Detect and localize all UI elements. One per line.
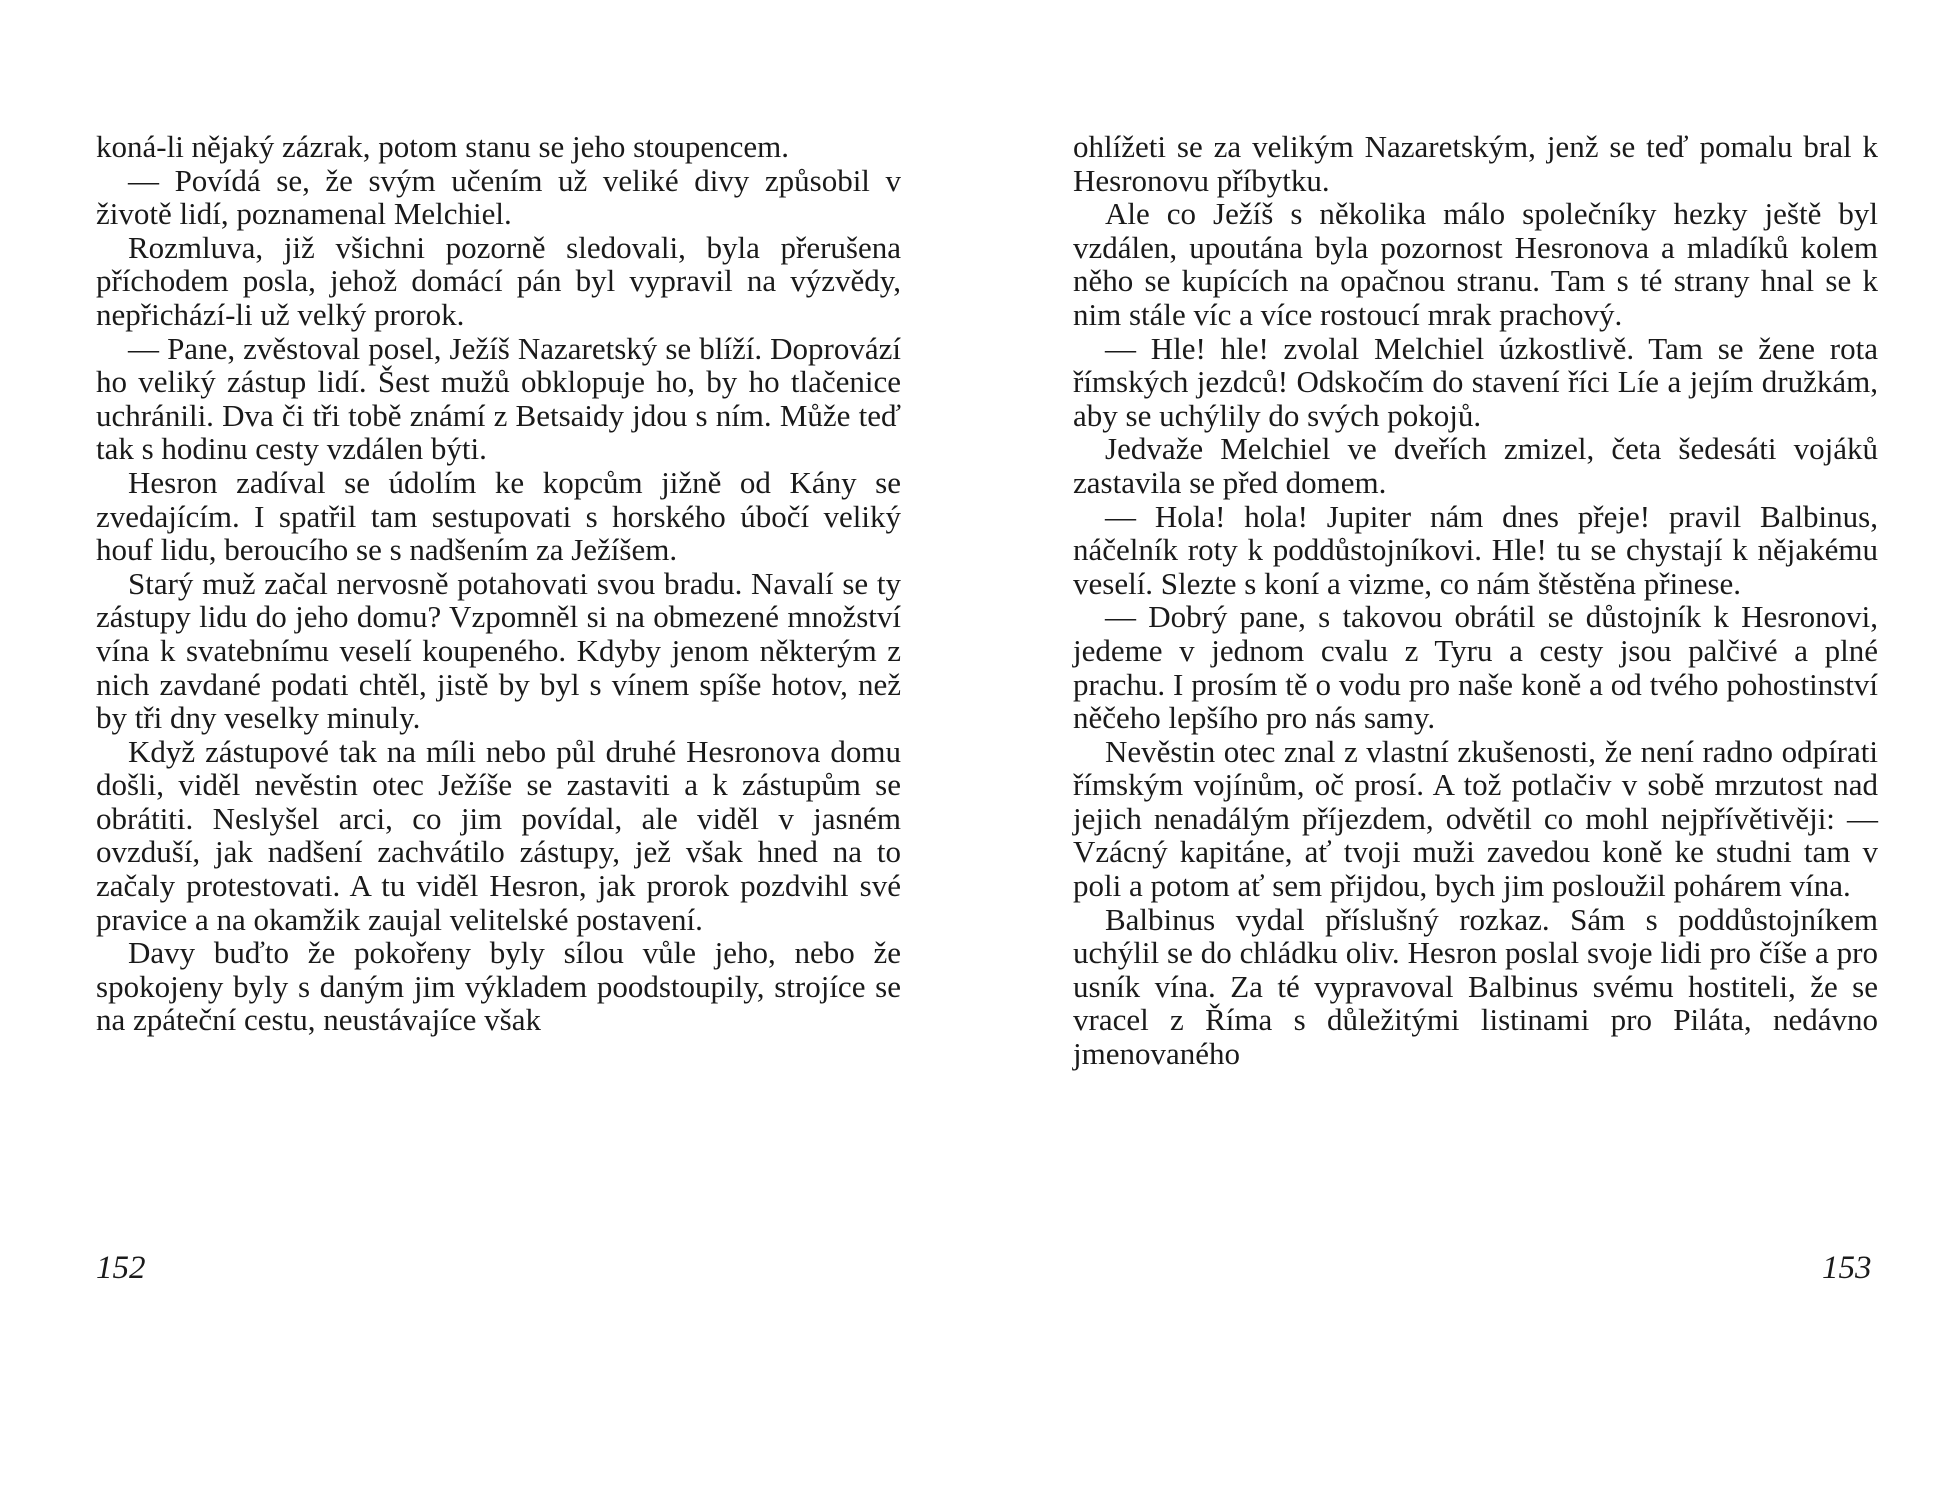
paragraph: Rozmluva, již všichni pozorně sledovali, byla přerušena příchodem posla, jehož domácí pán byl vypravil na výzvědy, nepřichází-li už velký prorok. <box>96 229 901 332</box>
paragraph: Jedvaže Melchiel ve dveřích zmizel, četa šedesáti vojáků zastavila se před domem. <box>1073 431 1878 500</box>
page-number-left: 152 <box>96 1250 146 1286</box>
paragraph: ohlížeti se za velikým Nazaretským, jenž se teď pomalu bral k Hesronovu příbytku. <box>1073 129 1878 198</box>
paragraph: — Hola! hola! Jupiter nám dnes přeje! pravil Balbinus, náčelník roty k poddůstojníkovi. Hle! tu se chystají k nějakému veselí. Slezte s koní a vizme, co nám štěstěna přinese. <box>1073 498 1878 601</box>
paragraph: — Povídá se, že svým učením už veliké divy způsobil v životě lidí, poznamenal Melchiel. <box>96 162 901 232</box>
paragraph: Starý muž začal nervosně potahovati svou bradu. Navalí se ty zástupy lidu do jeho domu? Vzpomněl si na obmezené množství vína k svatebnímu veselí koupeného. Kdyby jenom některým z nich zavdané podati chtěl, jistě by byl s vínem spíše hotov, než by tři dny veselky minuly. <box>96 565 901 736</box>
paragraph: — Dobrý pane, s takovou obrátil se důstojník k Hesronovi, jedeme v jednom cvalu z Tyru a cesty jsou palčivé a plné prachu. I prosím tě o vodu pro naše koně a od tvého pohostinství něčeho lepšího pro nás samy. <box>1073 599 1878 736</box>
right-page-text <box>1073 130 1878 1071</box>
left-page-text <box>96 130 901 1037</box>
paragraph: Balbinus vydal příslušný rozkaz. Sám s poddůstojníkem uchýlil se do chládku oliv. Hesron poslal svoje lidi pro číše a pro usník vína. Za té vypravoval Balbinus svému hostiteli, že se vracel z Říma s důležitými listinami pro Piláta, nedávno jmenovaného <box>1073 901 1878 1072</box>
page-number-right: 153 <box>1822 1250 1872 1286</box>
paragraph: Když zástupové tak na míli nebo půl druhé Hesronova domu došli, viděl nevěstin otec Ježíše se zastaviti a k zástupům se obrátiti. Neslyšel arci, co jim povídal, ale viděl v jasném ovzduší, jak nadšení zachvátilo zástupy, jež však hned na to začaly protestovati. A tu viděl Hesron, jak prorok pozdvihl své pravice a na okamžik zaujal velitelské postavení. <box>96 733 901 937</box>
left-page <box>96 130 901 1037</box>
paragraph: koná-li nějaký zázrak, potom stanu se jeho stoupencem. <box>96 129 789 164</box>
paragraph: Davy buďto že pokořeny byly sílou vůle jeho, nebo že spokojeny byly s daným jim výkladem poodstoupily, strojíce se na zpáteční cestu, neustávajíce však <box>96 935 901 1038</box>
paragraph: Nevěstin otec znal z vlastní zkušenosti, že není radno odpírati římským vojínům, oč prosí. A tož potlačiv v sobě mrzutost nad jejich nenadálým příjezdem, odvětil co mohl nejpřívětivěji: — Vzácný kapitáne, ať tvoji muži zavedou koně ke studni tam v poli a potom ať sem přijdou, bych jim posloužil pohárem vína. <box>1073 733 1878 904</box>
paragraph: — Hle! hle! zvolal Melchiel úzkostlivě. Tam se žene rota římských jezdců! Odskočím do stavení říci Líe a jejím družkám, aby se uchýlily do svých pokojů. <box>1073 330 1878 433</box>
right-page <box>1073 130 1878 1071</box>
paragraph: Ale co Ježíš s několika málo společníky hezky ještě byl vzdálen, upoutána byla pozornost Hesronova a mladíků kolem něho se kupících na opačnou stranu. Tam s té strany hnal se k nim stále víc a více rostoucí mrak prachový. <box>1073 196 1878 332</box>
paragraph: — Pane, zvěstoval posel, Ježíš Nazaretský se blíží. Doprovází ho veliký zástup lidí. Šest mužů obklopuje ho, by ho tlačenice uchránili. Dva či tři tobě známí z Betsaidy jdou s ním. Může teď tak s hodinu cesty vzdálen býti. <box>96 330 901 467</box>
paragraph: Hesron zadíval se údolím ke kopcům jižně od Kány se zvedajícím. I spatřil tam sestupovati s horského úbočí veliký houf lidu, beroucího se s nadšením za Ježíšem. <box>96 464 901 568</box>
